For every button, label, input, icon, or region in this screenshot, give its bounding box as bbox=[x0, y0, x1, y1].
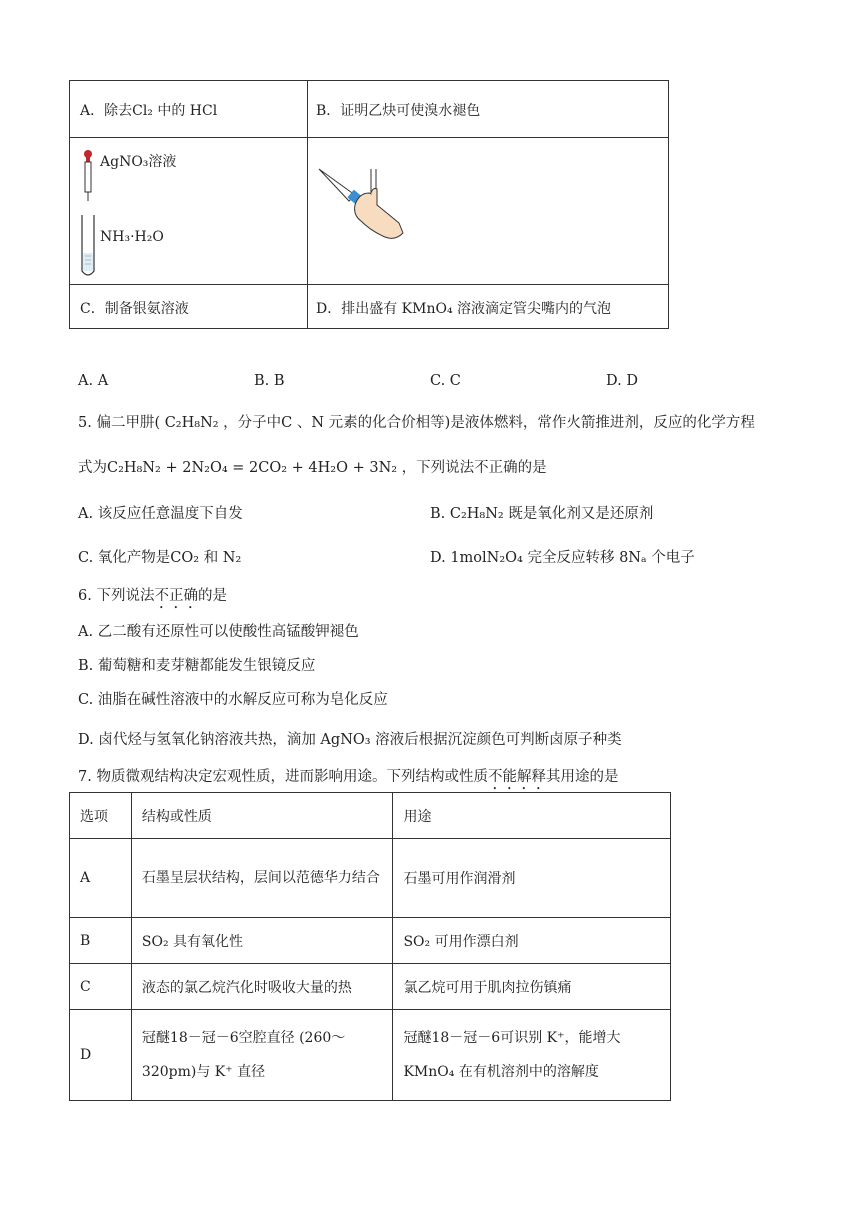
header-structure: 结构或性质 bbox=[131, 793, 393, 839]
header-use: 用途 bbox=[393, 793, 671, 839]
row-c-use: 氯乙烷可用于肌肉拉伤镇痛 bbox=[393, 964, 671, 1010]
table-row bbox=[70, 918, 671, 964]
solution-label-nh3h2o: NH₃·H₂O bbox=[100, 229, 164, 245]
q7-stem bbox=[78, 765, 618, 793]
header-option: 选项 bbox=[70, 793, 132, 839]
table-row bbox=[70, 964, 671, 1010]
q6-stem-pre: 6. 下列说法 bbox=[78, 588, 155, 604]
q4-option-a: A. A bbox=[78, 373, 109, 389]
row-b-use: SO₂ 可用作漂白剂 bbox=[393, 918, 671, 964]
q6-option-d: D. 卤代烃与氢氧化钠溶液共热，滴加 AgNO₃ 溶液后根据沉淀颜色可判断卤原子种类 bbox=[78, 732, 622, 748]
q7-table bbox=[69, 792, 671, 1101]
q4-option-c: C. C bbox=[430, 373, 461, 389]
row-d-use: 冠醚18－冠－6可识别 K⁺，能增大 KMnO₄ 在有机溶剂中的溶解度 bbox=[393, 1010, 671, 1101]
q7-stem-emphasis: 不能解释 bbox=[487, 769, 546, 785]
q5-option-d: D. 1molN₂O₄ 完全反应转移 8Nₐ 个电子 bbox=[430, 550, 695, 566]
row-a-use: 石墨可用作润滑剂 bbox=[393, 839, 671, 918]
cell-b-label: B．证明乙炔可使溴水褪色 bbox=[316, 103, 481, 119]
q7-stem-post: 其用途的是 bbox=[545, 769, 619, 785]
cell-c-label: C．制备银氨溶液 bbox=[80, 301, 189, 317]
q5-option-b: B. C₂H₈N₂ 既是氧化剂又是还原剂 bbox=[430, 506, 654, 522]
row-b-option: B bbox=[70, 918, 132, 964]
q6-stem bbox=[78, 584, 227, 612]
experiment-table bbox=[69, 80, 669, 329]
row-b-structure: SO₂ 具有氧化性 bbox=[131, 918, 393, 964]
q4-option-d: D. D bbox=[606, 373, 638, 389]
hand-burette-illustration bbox=[315, 149, 435, 269]
q6-option-b: B. 葡萄糖和麦芽糖都能发生银镜反应 bbox=[78, 658, 316, 674]
row-c-structure: 液态的氯乙烷汽化时吸收大量的热 bbox=[131, 964, 393, 1010]
q6-option-c: C. 油脂在碱性溶液中的水解反应可称为皂化反应 bbox=[78, 692, 388, 708]
q7-stem-pre: 7. 物质微观结构决定宏观性质，进而影响用途。下列结构或性质 bbox=[78, 769, 488, 785]
table-header-row bbox=[70, 793, 671, 839]
row-d-option: D bbox=[70, 1010, 132, 1101]
q5-option-a: A. 该反应任意温度下自发 bbox=[78, 506, 243, 522]
row-a-structure: 石墨呈层状结构，层间以范德华力结合 bbox=[131, 839, 393, 918]
q6-stem-post: 的是 bbox=[197, 588, 227, 604]
q6-stem-emphasis: 不正确 bbox=[154, 588, 198, 604]
row-a-option: A bbox=[70, 839, 132, 918]
q5-option-c: C. 氧化产物是CO₂ 和 N₂ bbox=[78, 550, 242, 566]
q4-option-b: B. B bbox=[254, 373, 285, 389]
table-row bbox=[70, 839, 671, 918]
table-row bbox=[70, 1010, 671, 1101]
reagent-label-agno3: AgNO₃溶液 bbox=[100, 154, 177, 170]
cell-a-label: A．除去Cl₂ 中的 HCl bbox=[80, 103, 218, 119]
cell-d-label: D．排出盛有 KMnO₄ 溶液滴定管尖嘴内的气泡 bbox=[316, 301, 612, 317]
row-c-option: C bbox=[70, 964, 132, 1010]
q6-option-a: A. 乙二酸有还原性可以使酸性高锰酸钾褪色 bbox=[78, 624, 359, 640]
q5-stem-line1: 5. 偏二甲肼( C₂H₈N₂ ，分子中C 、N 元素的化合价相等)是液体燃料，常作火箭推进剂，反应的化学方程 bbox=[78, 415, 755, 431]
q5-stem-line2: 式为C₂H₈N₂ + 2N₂O₄ = 2CO₂ + 4H₂O + 3N₂ ，下列说法不正确的是 bbox=[78, 460, 547, 476]
row-d-structure: 冠醚18－冠－6空腔直径 (260～320pm)与 K⁺ 直径 bbox=[131, 1010, 393, 1101]
